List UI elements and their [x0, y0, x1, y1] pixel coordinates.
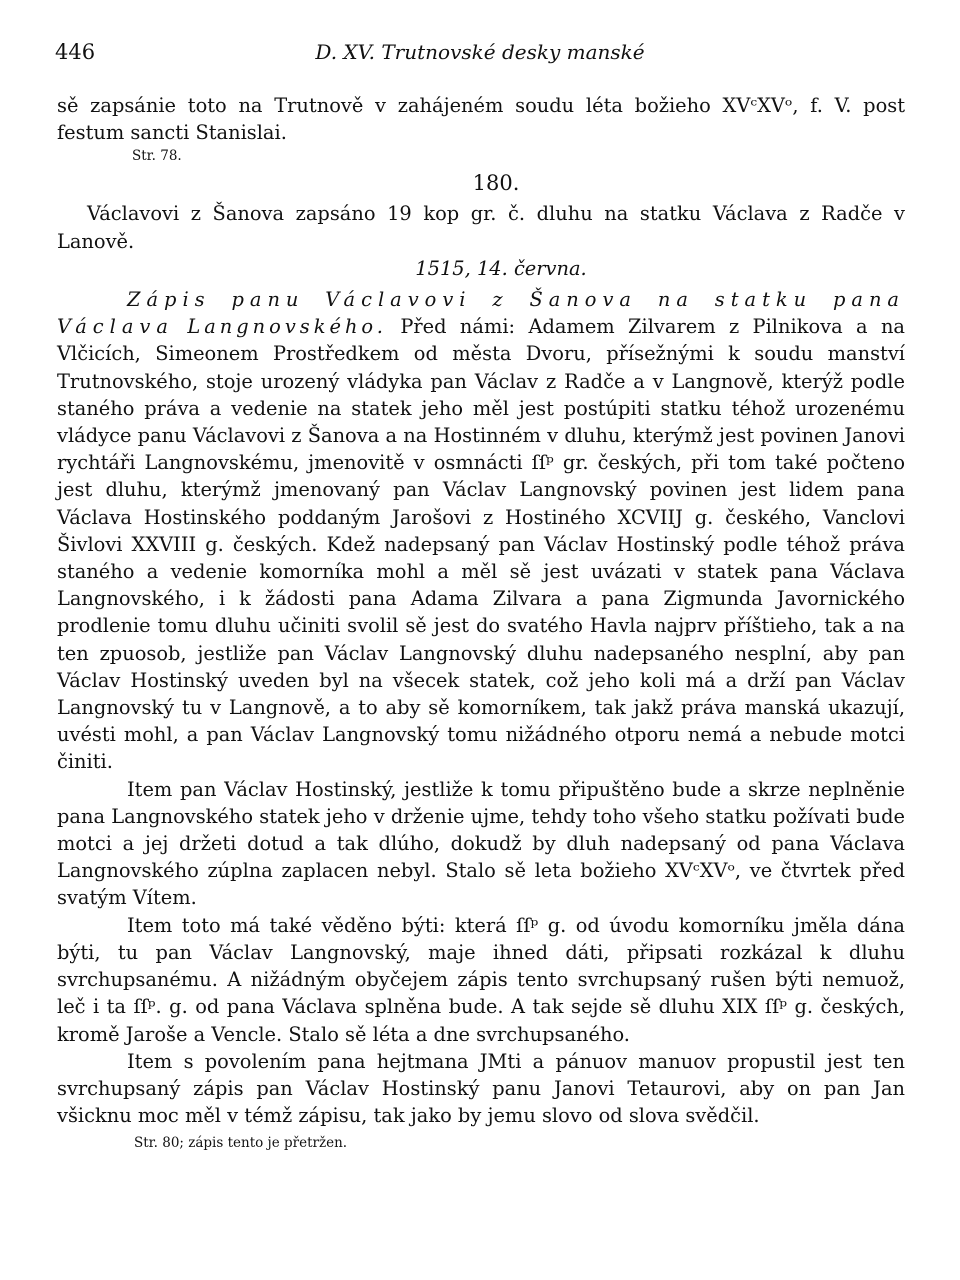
page-number: 446	[55, 40, 96, 64]
entry-paragraph-1	[57, 286, 905, 776]
running-title: D. XV. Trutnovské desky manské	[315, 40, 645, 64]
entry-paragraph-1-text: Před námi: Adamem Zilvarem z Pilnikova a na Vlčicích, Simeonem Prostředkem od města Dvoru, přísežnými k soudu manství Trutnovského, stoje urozený vládyka pan Václav z Radče a v Langnově, kterýž podle staného práva a vedenie na statek jeho měl jest postúpiti statku téhož urozenému vládyce panu Václavovi z Šanova a na Hostinném v dluhu, kterýmž jest povinen Janovi rychtáři Langnovskému, jmenovitě v osmnácti ſſᵖ gr. českých, při tom také počteno jest dluhu, kterýmž jmenovaný pan Václav Langnovský povinen jest lidem pana Václava Hostinského poddaným Jarošovi z Hostiného XCVIIJ g. českého, Vanclovi Šivlovi XXVIII g. českých. Kdež nadepsaný pan Václav Hostinský podle téhož práva staného a vedenie komorníka mohl a měl sě jest uvázati v statek pana Václava Langnovského, i k žádosti pana Adama Zilvara a pana Zigmunda Javornického prodlenie tomu dluhu učiniti svolil sě jest do svatého Havla najprv příštieho, tak a na ten zpuosob, jestliže pan Václav Langnovský dluhu nadepsaného nesplní, aby pan Václav Hostinský uveden byl na všecek statek, což jeho koli má a drží pan Václav Langnovský tu v Langnově, a to aby sě komorníkem, tak jakž práva manská ukazují, uvésti mohl, a pan Václav Langnovský tomu nižádného otporu nemá a nebude motci činiti.	[57, 315, 905, 774]
entry-number: 180.	[472, 171, 520, 196]
page-body	[57, 92, 905, 1153]
entry-heading-tail: Langnovského.	[187, 315, 387, 339]
running-header	[55, 40, 905, 70]
entry-heading: Zápis panu Václavovi z Šanova na statku pana Václava	[57, 288, 905, 339]
entry-date: 1515, 14. června.	[415, 256, 587, 280]
entry-paragraph-2: Item pan Václav Hostinský, jestliže k tomu připuštěno bude a skrze neplněnie pana Langnovského statek jeho v drženie ujme, tehdy toho všeho statku požívati bude motci a jej držeti dotud a tak dlúho, dokudž by dluh nadepsaný od pana Václava Langnovského zúplna zaplacen nebyl. Stalo sě leta božieho XVᶜXVᵒ, ve čtvrtek před svatým Vítem.	[57, 777, 905, 910]
entry-paragraph-4: Item s povolením pana hejtmana JMti a pánuov manuov propustil jest ten svrchupsaný zápis pan Václav Hostinský panu Janovi Tetaurovi, aby on pan Jan všicknu moc měl v témž zápisu, tak jako by jemu slovo od slova svědčil.	[57, 1049, 905, 1128]
entry-summary: Václavovi z Šanova zapsáno 19 kop gr. č. dluhu na statku Václava z Radče v Lanově.	[57, 202, 905, 253]
entry-paragraph-3: Item toto má také věděno býti: která ſſᵖ g. od úvodu komorníku jměla dána býti, tu pan Václav Langnovský, maje ihned dáti, připsati rozkázal k dluhu svrchupsanému. A nižádným obyčejem zápis tento svrchupsaný rušen býti nemuož, leč i ta ſſᵖ. g. od pana Václava splněna bude. A tak sejde sě dluhu XIX ſſᵖ g. českých, kromě Jaroše a Vencle. Stalo sě léta a dne svrchupsaného.	[57, 913, 905, 1046]
opening-page-reference: Str. 78.	[132, 148, 182, 165]
opening-text: sě zapsánie toto na Trutnově v zahájeném soudu léta božieho XVᶜXVᵒ, f. V. post festum sancti Stanislai.	[57, 94, 905, 145]
footnote: Str. 80; zápis tento je přetržen.	[134, 1135, 348, 1152]
